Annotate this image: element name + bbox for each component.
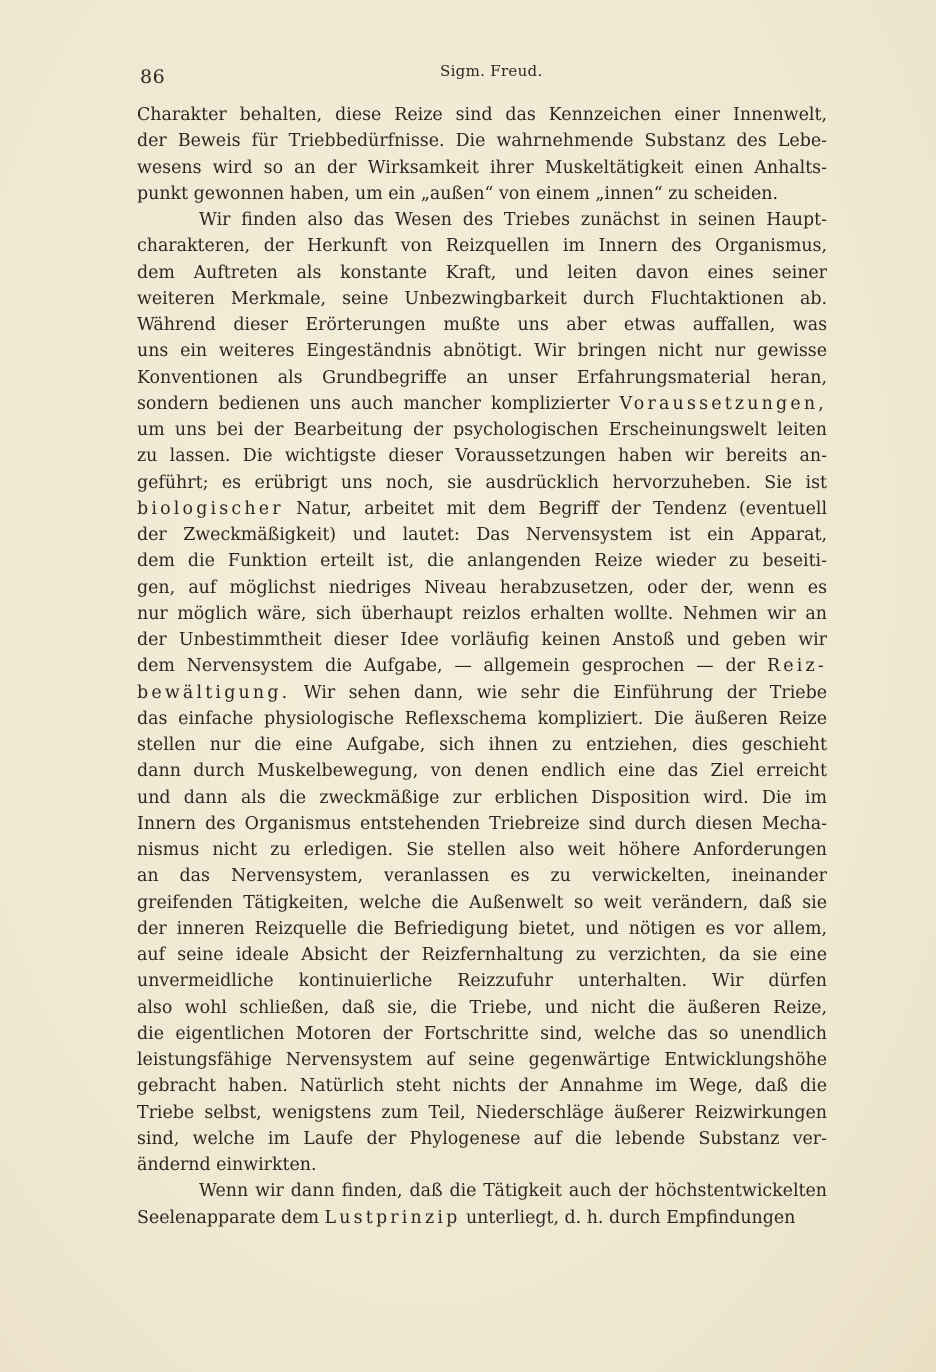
text-line <box>137 601 827 627</box>
text-line <box>137 680 827 706</box>
spaced-emphasis: Reiz- <box>767 656 827 677</box>
text-segment: dem Nervensystem die Aufgabe, — allgemein gesprochen — der <box>137 656 767 677</box>
text-line <box>137 785 827 811</box>
text-segment: Triebe selbst, wenigstens zum Teil, Niederschläge äußerer Reizwirkungen <box>137 1102 827 1123</box>
text-segment: dem die Funktion erteilt ist, die anlangenden Reize wieder zu beseiti- <box>137 551 827 572</box>
text-segment: leistungsfähige Nervensystem auf seine gegenwärtige Entwicklungshöhe <box>137 1050 827 1070</box>
text-segment: der Zweckmäßigkeit) und lautet: Das Nervensystem ist ein Apparat, <box>137 525 827 545</box>
text-line <box>137 548 827 574</box>
text-line <box>137 470 827 496</box>
text-line <box>137 522 827 548</box>
text-segment: Wir sehen dann, wie sehr die Einführung der Triebe <box>290 682 827 703</box>
text-segment: auf seine ideale Absicht der Reizfernhaltung zu verzichten, da sie eine <box>137 945 827 965</box>
text-segment: charakteren, der Herkunft von Reizquellen im Innern des Organismus, <box>137 236 827 257</box>
text-line <box>137 1100 827 1126</box>
text-segment: also wohl schließen, daß sie, die Triebe, und nicht die äußeren Reize, <box>137 997 827 1018</box>
text-line <box>137 128 827 154</box>
text-segment: punkt gewonnen haben, um ein „außen“ von einem „innen“ zu scheiden. <box>137 183 778 204</box>
text-segment: wesens wird so an der Wirksamkeit ihrer Muskeltätigkeit einen Anhalts- <box>137 157 827 178</box>
text-line <box>137 207 827 233</box>
text-line <box>137 916 827 942</box>
page-header <box>140 60 830 90</box>
text-segment: Charakter behalten, diese Reize sind das Kennzeichen einer Innenwelt, <box>137 105 827 125</box>
text-line <box>137 890 827 916</box>
text-segment: stellen nur die eine Aufgabe, sich ihnen zu entziehen, dies geschieht <box>137 735 827 755</box>
text-segment: die eigentlichen Motoren der Fortschritte sind, welche das so unendlich <box>137 1023 827 1044</box>
text-line <box>137 338 827 364</box>
text-segment: und dann als die zweckmäßige zur erblichen Disposition wird. Die im <box>137 787 827 808</box>
text-segment: Wir finden also das Wesen des Triebes zunächst in seinen Haupt- <box>199 210 827 230</box>
text-line <box>137 1047 827 1073</box>
text-line <box>137 653 827 679</box>
text-line <box>137 443 827 469</box>
text-segment: ändernd einwirkten. <box>137 1155 317 1175</box>
text-line <box>137 417 827 443</box>
text-segment: der inneren Reizquelle die Befriedigung bietet, und nötigen es vor allem, <box>137 918 827 939</box>
text-line <box>137 391 827 417</box>
spaced-emphasis: Voraussetzungen, <box>619 393 827 414</box>
text-line <box>137 1178 827 1204</box>
text-line <box>137 102 827 128</box>
text-segment: geführt; es erübrigt uns noch, sie ausdrücklich hervorzuheben. Sie ist <box>137 472 827 493</box>
text-line <box>137 1073 827 1099</box>
text-segment: sondern bedienen uns auch mancher komplizierter <box>137 393 620 414</box>
text-segment: nur möglich wäre, sich überhaupt reizlos erhalten wollte. Nehmen wir an <box>137 603 827 624</box>
text-line <box>137 706 827 732</box>
text-line <box>137 365 827 391</box>
text-segment: gebracht haben. Natürlich steht nichts der Annahme im Wege, daß die <box>137 1076 827 1097</box>
page-number: 86 <box>140 66 166 88</box>
text-segment: der Unbestimmtheit dieser Idee vorläufig keinen Anstoß und geben wir <box>137 630 827 650</box>
text-segment: das einfache physiologische Reflexschema kompliziert. Die äußeren Reize <box>137 708 827 729</box>
text-segment: dann durch Muskelbewegung, von denen endlich eine das Ziel erreicht <box>137 761 827 782</box>
text-segment: Natur, arbeitet mit dem Begriff der Tendenz (eventuell <box>283 498 827 519</box>
text-line <box>137 837 827 863</box>
text-line <box>137 811 827 837</box>
text-segment: Innern des Organismus entstehenden Triebreize sind durch diesen Mecha- <box>137 813 827 834</box>
text-line <box>137 312 827 338</box>
text-segment: unvermeidliche kontinuierliche Reizzufuhr unterhalten. Wir dürfen <box>137 971 827 992</box>
text-segment: Wenn wir dann finden, daß die Tätigkeit auch der höchstentwickelten <box>199 1181 827 1202</box>
text-segment: an das Nervensystem, veranlassen es zu verwickelten, ineinander <box>137 866 827 887</box>
paragraph <box>137 207 827 1178</box>
spaced-emphasis: bewältigung. <box>137 682 291 703</box>
spaced-emphasis: Lustprinzip <box>324 1207 461 1228</box>
text-line <box>137 863 827 889</box>
body-text <box>137 102 827 1231</box>
text-segment: uns ein weiteres Eingeständnis abnötigt. Wir bringen nicht nur gewisse <box>137 341 827 362</box>
paragraph <box>137 1178 827 1231</box>
text-line <box>137 496 827 522</box>
text-line <box>137 233 827 259</box>
text-segment: zu lassen. Die wichtigste dieser Voraussetzungen haben wir bereits an- <box>137 446 827 467</box>
text-segment: greifenden Tätigkeiten, welche die Außenwelt so weit verändern, daß sie <box>137 892 827 913</box>
text-line <box>137 181 827 207</box>
text-line <box>137 995 827 1021</box>
paragraph <box>137 102 827 207</box>
running-head: Sigm. Freud. <box>440 62 543 80</box>
text-line <box>137 627 827 653</box>
text-line <box>137 758 827 784</box>
text-segment: gen, auf möglichst niedriges Niveau herabzusetzen, oder der, wenn es <box>137 577 827 598</box>
spaced-emphasis: biologischer <box>137 498 284 519</box>
text-line <box>137 1126 827 1152</box>
text-segment: der Beweis für Triebbedürfnisse. Die wahrnehmende Substanz des Lebe- <box>137 131 827 152</box>
text-segment: weiteren Merkmale, seine Unbezwingbarkeit durch Fluchtaktionen ab. <box>137 288 827 309</box>
text-line <box>137 575 827 601</box>
text-segment: sind, welche im Laufe der Phylogenese auf die lebende Substanz ver- <box>137 1128 827 1149</box>
text-line <box>137 1152 827 1178</box>
text-line <box>137 286 827 312</box>
text-line <box>137 732 827 758</box>
text-line <box>137 1205 827 1231</box>
text-segment: nismus nicht zu erledigen. Sie stellen also weit höhere Anforderungen <box>137 840 827 860</box>
text-line <box>137 260 827 286</box>
text-segment: Seelenapparate dem <box>137 1207 325 1228</box>
text-segment: um uns bei der Bearbeitung der psychologischen Erscheinungswelt leiten <box>137 420 827 440</box>
text-segment: Konventionen als Grundbegriffe an unser Erfahrungsmaterial heran, <box>137 367 827 388</box>
text-line <box>137 942 827 968</box>
text-segment: Während dieser Erörterungen mußte uns aber etwas auffallen, was <box>137 315 827 335</box>
text-line <box>137 1021 827 1047</box>
text-segment: unterliegt, d. h. durch Empfindungen <box>460 1207 796 1228</box>
text-line <box>137 155 827 181</box>
text-segment: dem Auftreten als konstante Kraft, und leiten davon eines seiner <box>137 262 827 283</box>
text-line <box>137 968 827 994</box>
